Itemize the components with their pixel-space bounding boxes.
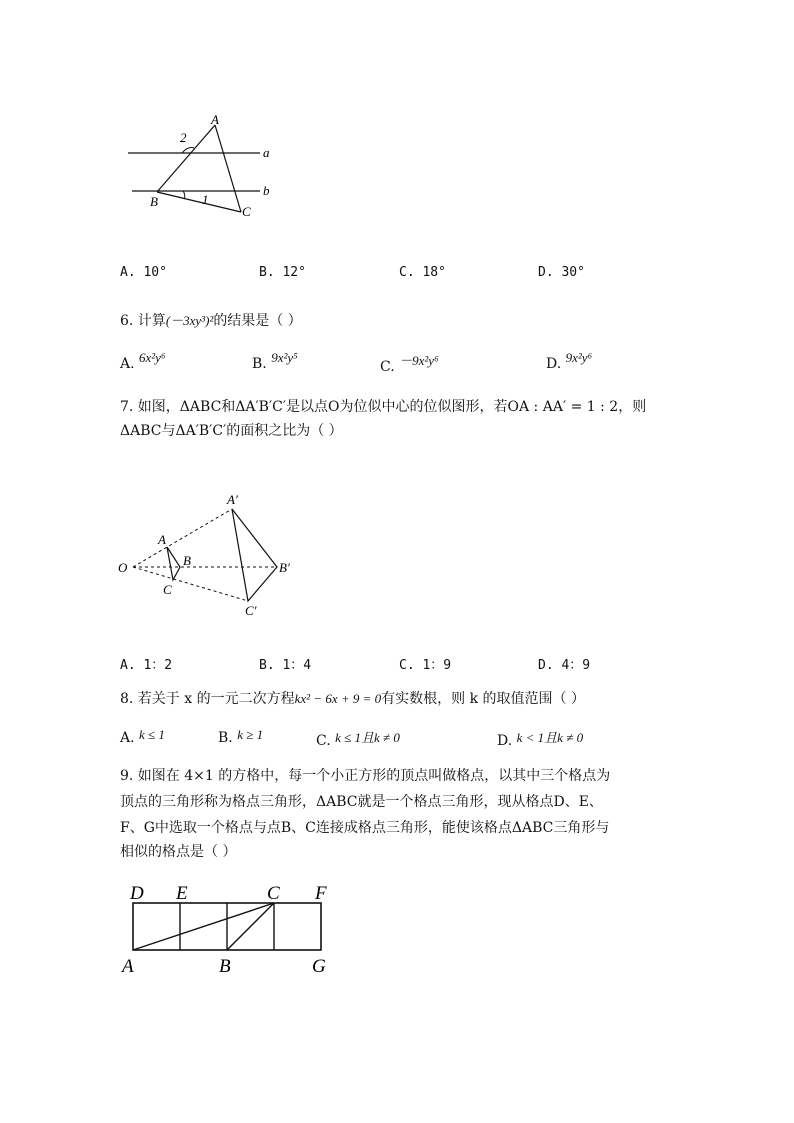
q7-stem-line2: ΔABC与ΔA′B′C′的面积之比为（ ） <box>120 423 343 439</box>
label-O: O <box>118 560 128 575</box>
label-B: B <box>219 956 231 977</box>
q9-grid-figure <box>118 880 338 980</box>
label-G: G <box>312 956 326 977</box>
triangle-a2b2c2 <box>232 509 277 601</box>
q7-option-b: B. 1：4 <box>259 658 312 673</box>
q6-option-c-letter: C. <box>380 359 395 375</box>
q8-option-b-letter: B. <box>218 730 233 746</box>
q6-stem-prefix: 6. 计算 <box>120 313 166 329</box>
q7-option-a: A. 1：2 <box>120 658 173 673</box>
q8-option-d-expr: k < 1且k ≠ 0 <box>516 730 584 745</box>
label-1: 1 <box>202 192 209 207</box>
q8-stem-expr: kx² − 6x + 9 = 0 <box>294 691 382 706</box>
label-A: A <box>122 956 134 977</box>
q6-option-b <box>252 350 298 372</box>
q6-option-c-expr: －9x²y⁶ <box>399 353 439 368</box>
label-F: F <box>315 883 327 904</box>
side-ac <box>215 125 241 212</box>
q8-option-d-letter: D. <box>497 733 513 749</box>
q8-stem <box>120 686 585 712</box>
triangle-abc <box>167 547 180 580</box>
q8-option-b <box>218 727 264 746</box>
q6-option-d-expr: 9x²y⁶ <box>565 350 593 365</box>
q8-stem-prefix: 8. 若关于 x 的一元二次方程 <box>120 691 295 707</box>
side-bc <box>157 192 241 212</box>
q6-option-a-expr: 6x²y⁶ <box>139 350 166 365</box>
q6-stem-expr: (－3xy³)² <box>165 313 214 328</box>
q8-option-b-expr: k ≥ 1 <box>237 727 264 742</box>
label-C: C <box>267 883 280 904</box>
q6-option-d <box>546 350 593 372</box>
q6-option-a <box>120 350 166 372</box>
q8-option-a-expr: k ≤ 1 <box>139 727 165 742</box>
q7-stem-line1: 7. 如图，ΔABC和ΔA′B′C′是以点O为位似中心的位似图形，若OA : AA′ = 1 : 2，则 <box>120 399 647 415</box>
q8-option-d <box>497 730 583 749</box>
q9-stem-line1: 9. 如图在 4×1 的方格中，每一个小正方形的顶点叫做格点，以其中三个格点为 <box>120 768 611 784</box>
label-b: b <box>263 183 270 198</box>
label-A: A <box>211 112 219 127</box>
q9-stem-line4: 相似的格点是（ ） <box>120 844 237 860</box>
label-E: E <box>176 883 188 904</box>
q8-option-a <box>120 727 165 746</box>
segment-ac <box>133 903 274 950</box>
label-A-prime: A′ <box>227 492 238 507</box>
label-B: B <box>183 553 191 568</box>
q7-option-c: C. 1：9 <box>399 658 452 673</box>
label-2: 2 <box>180 130 187 145</box>
q6-option-c <box>380 353 439 375</box>
label-D: D <box>130 883 144 904</box>
q5-option-c: C. 18° <box>399 265 446 280</box>
q6-option-d-letter: D. <box>546 356 562 372</box>
q6-option-b-letter: B. <box>252 356 267 372</box>
q8-option-c-expr: k ≤ 1且k ≠ 0 <box>335 730 400 745</box>
label-A: A <box>158 532 166 547</box>
q7-option-d: D. 4：9 <box>538 658 591 673</box>
q8-stem-suffix: 有实数根，则 k 的取值范围（ ） <box>381 691 585 707</box>
q8-option-c-letter: C. <box>316 733 331 749</box>
q6-option-a-letter: A. <box>120 356 135 372</box>
segment-bc <box>227 903 274 950</box>
label-a: a <box>263 145 270 160</box>
ray-oc <box>133 567 248 601</box>
q5-option-b: B. 12° <box>259 265 306 280</box>
q8-option-c <box>316 730 400 749</box>
label-C-prime: C′ <box>245 603 257 618</box>
q8-option-a-letter: A. <box>120 730 135 746</box>
q9-stem-line2: 顶点的三角形称为格点三角形，ΔABC就是一个格点三角形，现从格点D、E、 <box>120 794 603 810</box>
label-C: C <box>242 204 251 219</box>
q9-stem-line3: F、G中选取一个格点与点B、C连接成格点三角形，能使该格点ΔABC三角形与 <box>120 820 610 836</box>
label-C: C <box>163 582 172 597</box>
q7-figure <box>115 488 305 618</box>
q5-figure <box>120 110 290 225</box>
label-B-prime: B′ <box>279 560 290 575</box>
q6-stem <box>120 308 302 334</box>
q6-option-b-expr: 9x²y⁵ <box>271 350 298 365</box>
q5-option-a: A. 10° <box>120 265 167 280</box>
q5-option-d: D. 30° <box>538 265 585 280</box>
q6-stem-suffix: 的结果是（ ） <box>213 313 302 329</box>
label-B: B <box>150 194 158 209</box>
